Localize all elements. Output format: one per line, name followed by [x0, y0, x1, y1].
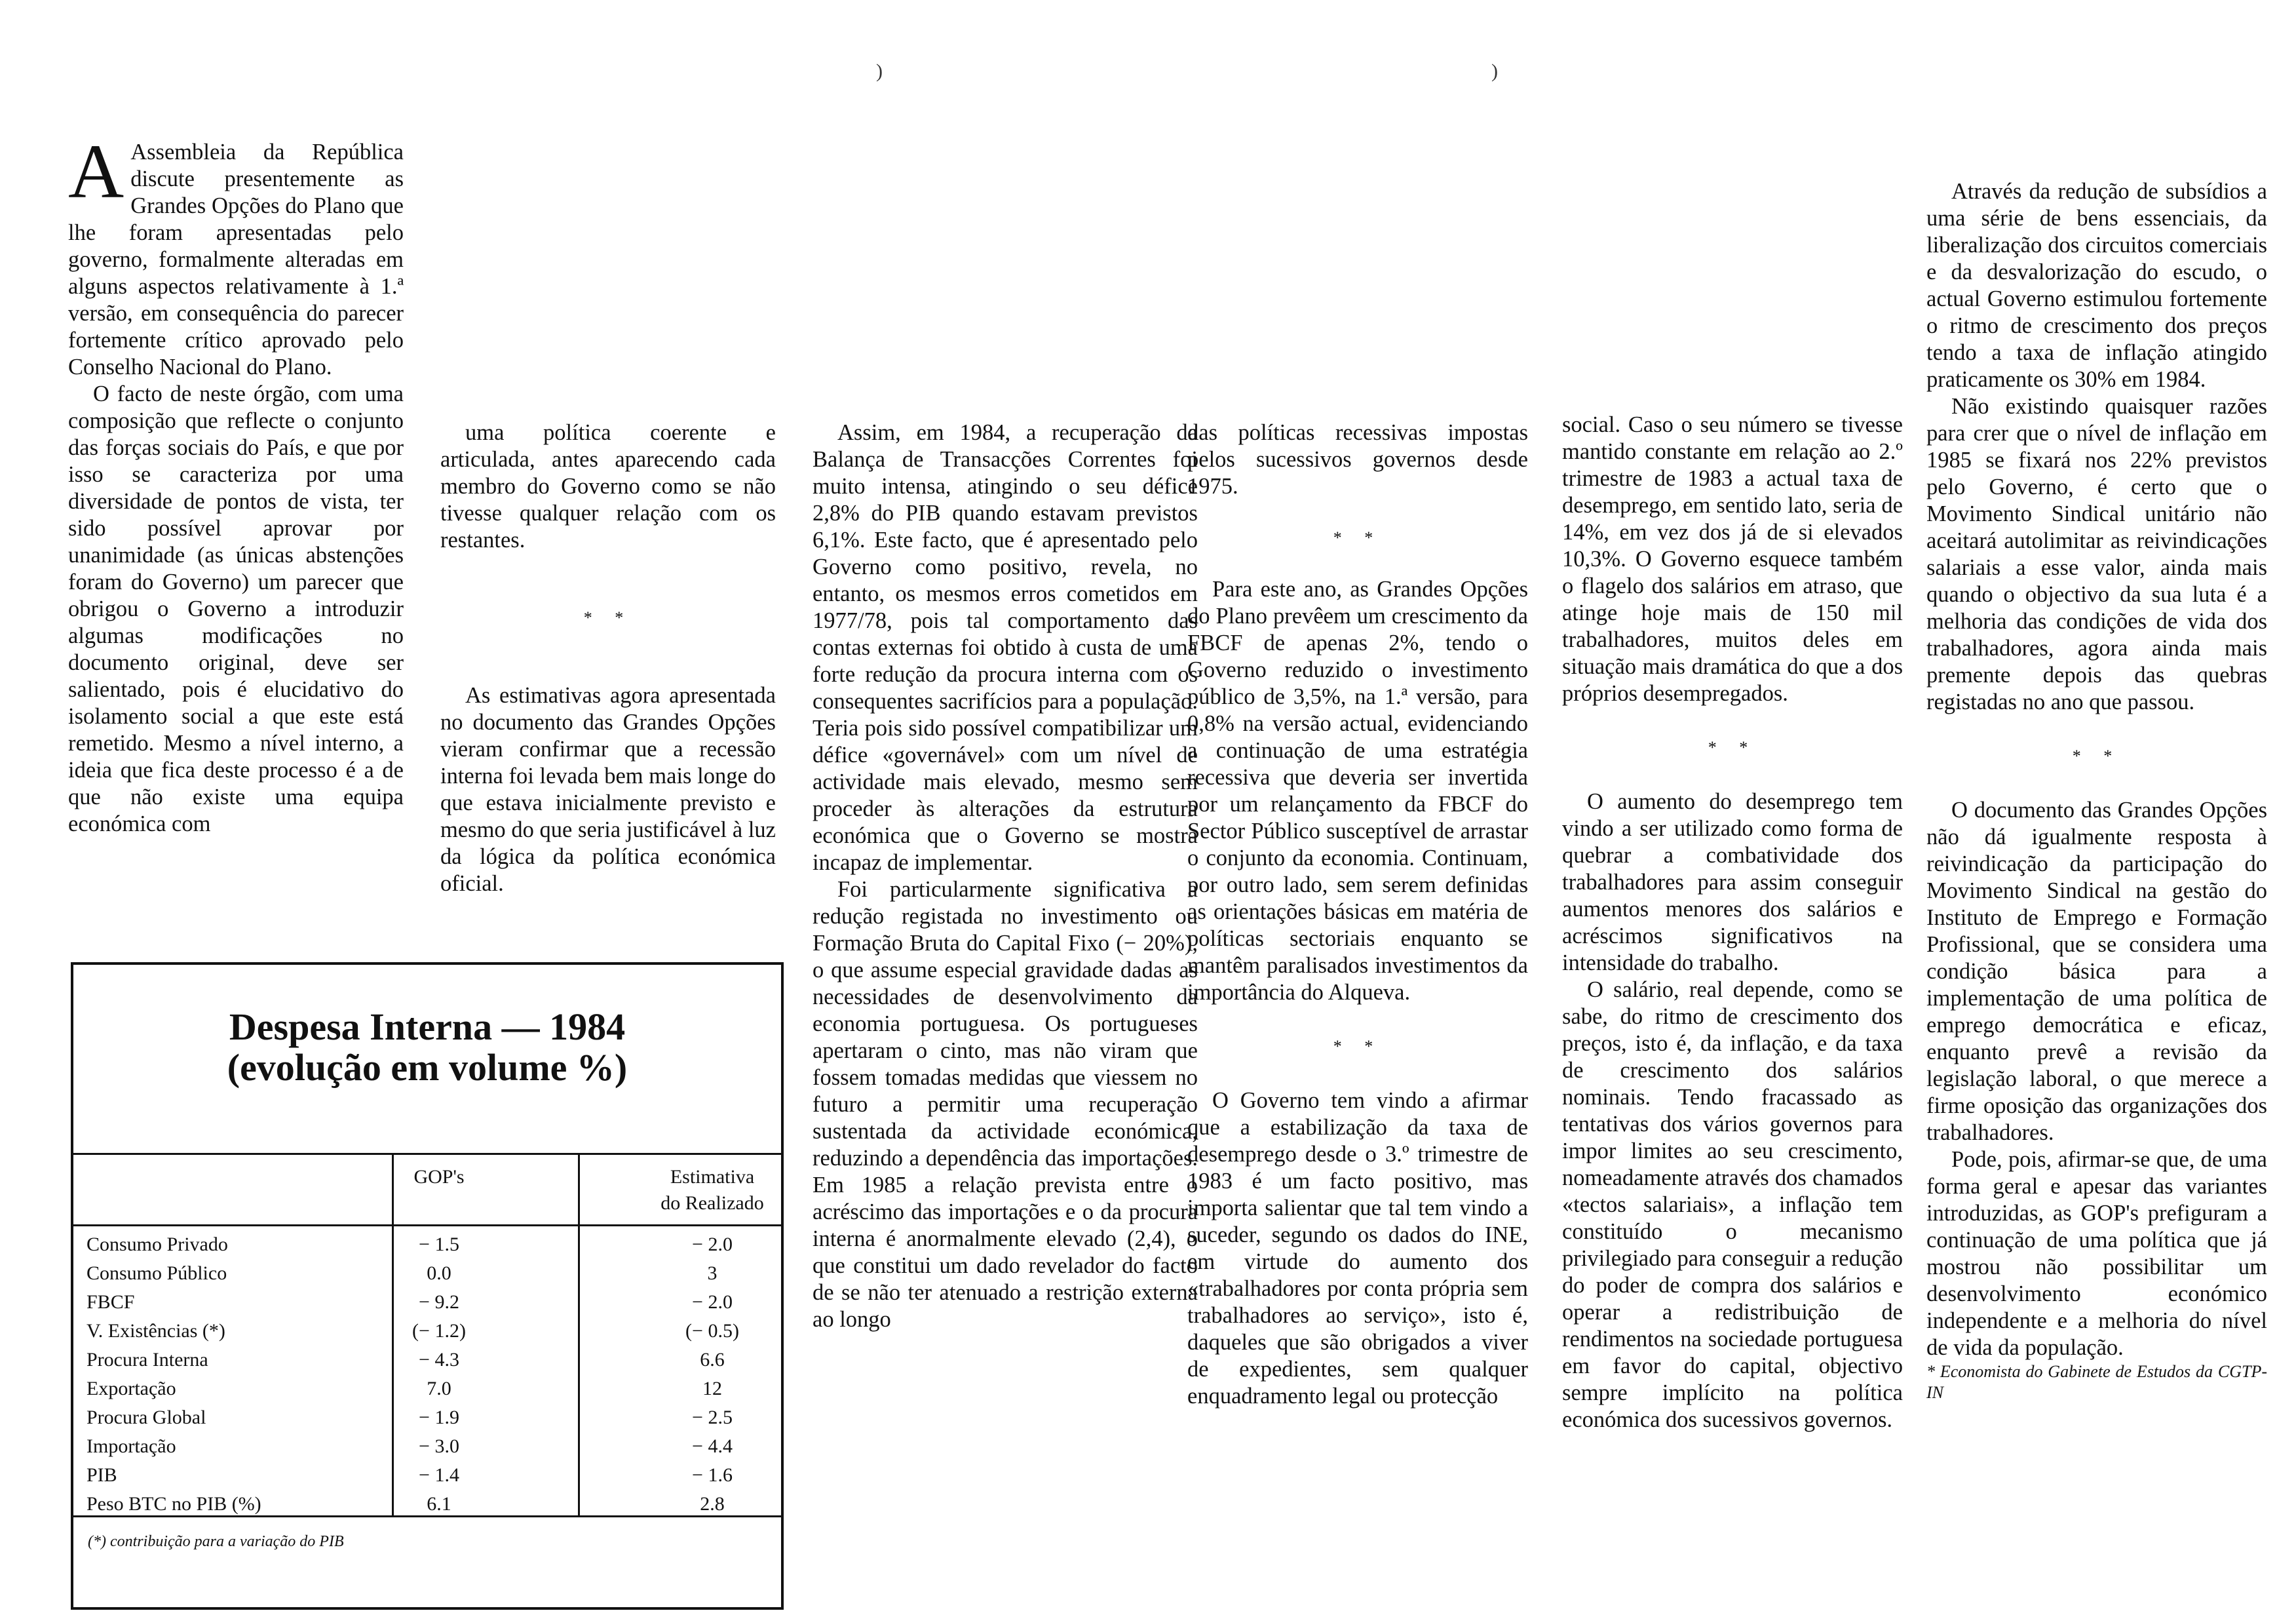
paragraph: Assim, em 1984, a recuperação da Balança de Transacções Correntes foi muito intensa, atingindo o seu défice 2,8% do PIB quando estavam previstos 6,1%. Este facto, que é apresentado pelo Governo como positivo, revela, no entanto, os mesmos erros cometidos em 1977/78, pois tal comportamento das contas externas foi obtido à custa de uma forte redução da procura interna com os consequentes sacrifícios para a população. Teria pois sido possível compatibilizar um défice «governável» com um nível de actividade mais elevado, mesmo sem proceder às alterações da estrutura económica que o Governo se mostra incapaz de implementar.: [813, 420, 1198, 875]
estimativa-value: − 2.0: [692, 1234, 733, 1255]
table-row: [73, 1490, 781, 1519]
paragraph: O facto de neste órgão, com uma composição que reflecte o conjunto das forças sociais do País, e que por isso se caracteriza por uma diversidade de pontos de vista, ter sido possível aprovar por unanimidade (as únicas abstenções foram do Governo) um parecer que obrigou o Governo a introduzir algumas modificações no documento original, deve ser salientado, pois é elucidativo do isolamento social a que este está remetido. Mesmo a nível interno, a ideia que fica deste processo é a de que não existe uma equipa económica com: [68, 381, 404, 836]
paragraph: A Assembleia da República discute presentemente as Grandes Opções do Plano que lhe foram apresentadas pelo governo, formalmente alteradas em alguns aspectos relativamente à 1.ª versão, em consequência do parecer fortemente crítico aprovado pelo Conselho Nacional do Plano.: [68, 128, 404, 379]
row-label: Exportação: [86, 1378, 176, 1399]
gops-value: − 1.9: [419, 1407, 459, 1428]
author-footnote: * Economista do Gabinete de Estudos da CGTP-IN: [1926, 1362, 2267, 1402]
column-header-estimativa: Estimativa do Realizado: [660, 1166, 764, 1214]
paragraph: O salário, real depende, como se sabe, do ritmo de crescimento dos preços, isto é, da inflação, e da taxa de crescimento dos salários nominais. Tendo fracassado as tentativas dos vários governos para impor limites ao seu crescimento, nomeadamente através dos chamados «tectos salariais», a inflação tem constituído o mecanismo privilegiado para conseguir a redução do poder de compra dos salários e operar a redistribuição de rendimentos na sociedade portuguesa em favor do capital, objectivo sempre implícito na política económica dos sucessivos governos.: [1562, 977, 1903, 1432]
row-label: FBCF: [86, 1291, 135, 1313]
estimativa-value: − 2.5: [692, 1407, 733, 1428]
estimativa-value: − 1.6: [692, 1464, 733, 1486]
gops-value: 0.0: [427, 1262, 451, 1284]
paragraph: Não existindo quaisquer razões para crer que o nível de inflação em 1985 se fixará nos 22% previstos pelo Governo, é certo que o Movimento Sindical unitário não aceitará autolimitar as reivindicações salariais a esse valor, ainda mais quando o objectivo da sua luta é a melhoria das condições de vida dos trabalhadores, agora ainda mais premente depois das quebras registadas no ano que passou.: [1926, 394, 2267, 714]
table-subtitle-line: (evolução em volume %): [227, 1046, 628, 1089]
paragraph: uma política coerente e articulada, antes aparecendo cada membro do Governo como se não tivesse qualquer relação com os restantes.: [440, 420, 776, 553]
gops-value: − 3.0: [419, 1435, 459, 1457]
table-row: [73, 1403, 781, 1432]
row-label: Consumo Privado: [86, 1234, 228, 1255]
estimativa-value: (− 0.5): [685, 1320, 739, 1342]
section-separator: * *: [1708, 738, 1757, 757]
table-row: [73, 1346, 781, 1374]
drop-cap: A: [68, 128, 124, 214]
paragraph: O documento das Grandes Opções não dá igualmente resposta à reivindicação da participação do Movimento Sindical na gestão do Instituto de Emprego e Formação Profissional, que se considera uma condição básica para a implementação de uma política de emprego democrática e eficaz, enquanto prevê a revisão da legislação laboral, o que merece a firme oposição das organizações dos trabalhadores.: [1926, 798, 2267, 1145]
table-row: [73, 1259, 781, 1288]
table-footnote: (*) contribuição para a variação do PIB: [73, 1515, 781, 1610]
paragraph: Para este ano, as Grandes Opções do Plano prevêem um crescimento da FBCF de apenas 2%, tendo o Governo reduzido o investimento público de 3,5%, na 1.ª versão, para 0,8% na versão actual, evidenciando a continuação de uma estratégia recessiva que deveria ser invertida por um relançamento da FBCF do Sector Público susceptível de arrastar o conjunto da economia. Continuam, por outro lado, sem serem definidas as orientações básicas em matéria de políticas sectoriais enquanto se mantêm paralisados investimentos da importância do Alqueva.: [1187, 577, 1528, 1005]
paragraph: As estimativas agora apresentada no documento das Grandes Opções vieram confirmar que a recessão interna foi levada bem mais longe do que estava inicialmente previsto e mesmo do que seria justificável à luz da lógica da política económica oficial.: [440, 683, 776, 896]
estimativa-value: − 2.0: [692, 1291, 733, 1313]
row-label: Procura Global: [86, 1407, 206, 1428]
gops-value: 7.0: [427, 1378, 451, 1399]
column-5: [1562, 412, 1903, 1433]
column-3: [813, 419, 1198, 1333]
scan-mark: ): [876, 60, 883, 82]
column-6: [1926, 178, 2267, 1403]
row-label: Importação: [86, 1435, 176, 1457]
row-label: Peso BTC no PIB (%): [86, 1493, 261, 1515]
gops-value: − 4.3: [419, 1349, 459, 1371]
paragraph: Foi particularmente significativa a redução registada no investimento ou Formação Bruta do Capital Fixo (− 20%), o que assume especial gravidade dadas as necessidades de desenvolvimento da economia portuguesa. Os portugueses apertaram o cinto, mas não viram que fossem tomadas medidas que viessem no futuro a permitir uma recuperação sustentada da actividade económica, reduzindo a dependência das importações. Em 1985 a relação prevista entre o acréscimo das importações e o da procura interna é anormalmente elevado (2,4), o que constitui um dado revelador do facto de se não ter atenuado a restrição externa ao longo: [813, 877, 1198, 1332]
row-label: PIB: [86, 1464, 117, 1486]
paragraph: social. Caso o seu número se tivesse mantido constante em relação ao 2.º trimestre de 1983 a actual taxa de desemprego, em sentido lato, seria de 14%, em vez dos já de si elevados 10,3%. O Governo esquece também o flagelo dos salários em atraso, que atinge hoje mais de 150 mil trabalhadores, muitos deles em situação mais dramática do que a dos próprios desempregados.: [1562, 412, 1903, 706]
column-1: [68, 128, 404, 838]
table-body: [73, 1230, 781, 1519]
column-4: [1187, 419, 1528, 1410]
table-header: [73, 1153, 781, 1226]
estimativa-value: 12: [702, 1378, 722, 1399]
table-row: [73, 1461, 781, 1490]
column-2: [440, 419, 776, 897]
gops-value: 6.1: [427, 1493, 451, 1515]
column-header-gops: GOP's: [413, 1166, 465, 1188]
paragraph: Pode, pois, afirmar-se que, de uma forma geral e apesar das variantes introduzidas, as GOP's prefiguram a continuação de uma política que já mostrou não possibilitar um desenvolvimento económico independente e a melhoria do nível de vida da população.: [1926, 1147, 2267, 1360]
section-separator: * *: [2072, 747, 2122, 766]
gops-value: − 9.2: [419, 1291, 459, 1313]
gops-value: (− 1.2): [412, 1320, 466, 1342]
paragraph: das políticas recessivas impostas pelos sucessivos governos desde 1975.: [1187, 420, 1528, 499]
table-row: [73, 1288, 781, 1317]
paragraph: Através da redução de subsídios a uma série de bens essenciais, da liberalização dos circuitos comerciais e da desvalorização do escudo, o actual Governo estimulou fortemente o ritmo de crescimento dos preços tendo a taxa de inflação atingido praticamente os 30% em 1984.: [1926, 179, 2267, 392]
table-title-line: Despesa Interna — 1984: [229, 1005, 626, 1048]
paragraph: O aumento do desemprego tem vindo a ser utilizado como forma de quebrar a combatividade dos trabalhadores para assim conseguir aumentos menores dos salários e acréscimos significativos na intensidade do trabalho.: [1562, 789, 1903, 975]
paragraph: O Governo tem vindo a afirmar que a estabilização da taxa de desemprego desde o 3.º trimestre de 1983 é um facto positivo, mas importa salientar que tal tem vindo a suceder, segundo os dados do INE, em virtude do aumento dos «trabalhadores por conta própria sem trabalhadores ao serviço», isto é, daqueles que são obrigados a viver de expedientes, sem qualquer enquadramento legal ou protecção: [1187, 1088, 1528, 1409]
table-row: [73, 1374, 781, 1403]
section-separator: * *: [583, 608, 633, 627]
estimativa-value: 3: [707, 1262, 718, 1284]
section-separator: * *: [1333, 528, 1383, 547]
section-separator: * *: [1333, 1037, 1383, 1056]
row-label: Consumo Público: [86, 1262, 227, 1284]
table-title: [73, 965, 781, 1116]
estimativa-value: 2.8: [700, 1493, 725, 1515]
estimativa-value: 6.6: [700, 1349, 725, 1371]
table-row: [73, 1317, 781, 1346]
estimativa-value: − 4.4: [692, 1435, 733, 1457]
gops-value: − 1.5: [419, 1234, 459, 1255]
table-row: [73, 1432, 781, 1461]
scan-mark: ): [1491, 60, 1498, 82]
gops-value: − 1.4: [419, 1464, 459, 1486]
table-row: [73, 1230, 781, 1259]
row-label: V. Existências (*): [86, 1320, 225, 1342]
despesa-interna-table: [71, 962, 784, 1610]
row-label: Procura Interna: [86, 1349, 208, 1371]
